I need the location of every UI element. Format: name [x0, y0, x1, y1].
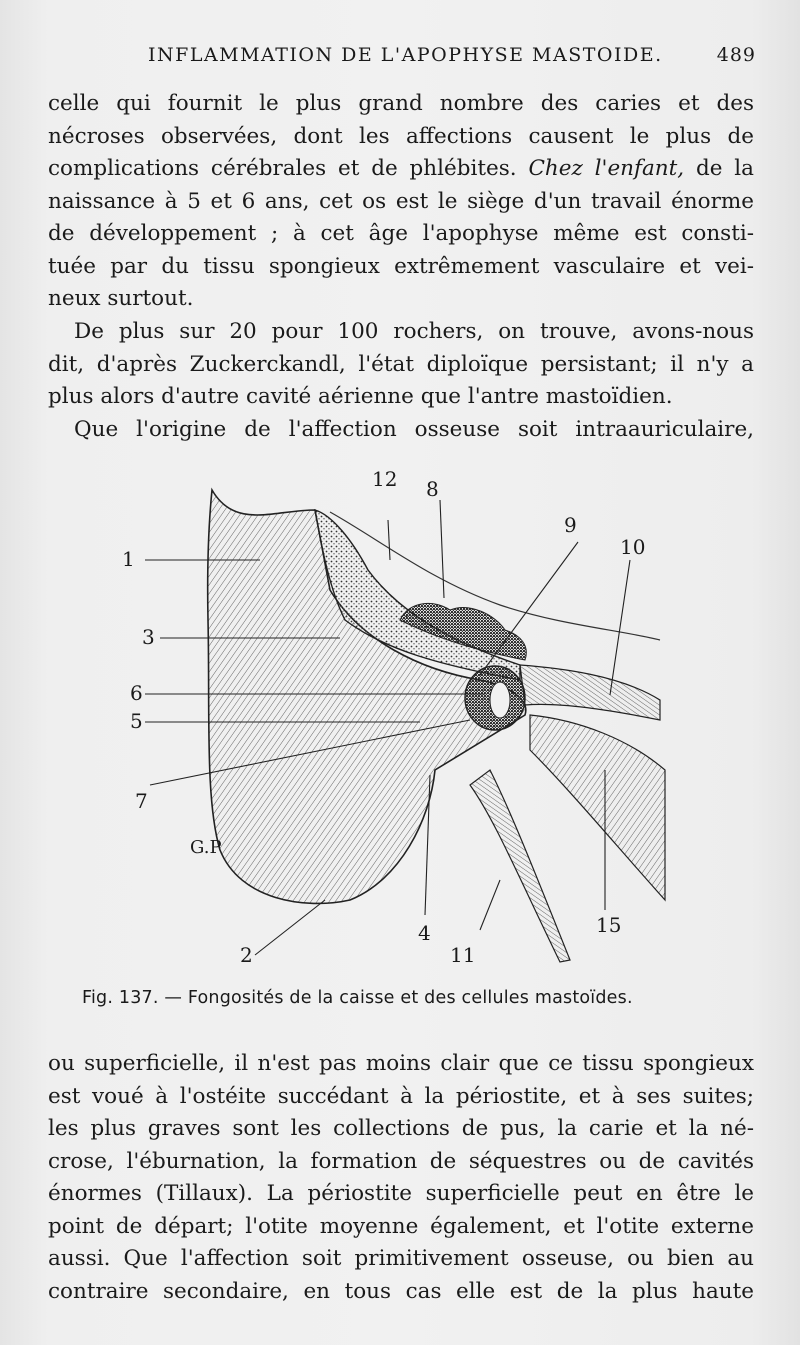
label-8: 8 [426, 477, 439, 501]
text-line: ou superficielle, il n'est pas moins clair que ce tissu spongieux [48, 1051, 754, 1076]
ossicles [490, 682, 510, 718]
text-line: de développement ; à cet âge l'apophyse même est consti- [48, 221, 754, 246]
text-line: les plus graves sont les collections de pus, la carie et la né- [48, 1116, 754, 1141]
label-15: 15 [596, 913, 622, 937]
text-line: neux surtout. [48, 286, 194, 311]
paragraph-3 [48, 1048, 754, 1308]
label-2: 2 [240, 943, 253, 967]
text-line: celle qui fournit le plus grand nombre des caries et des [48, 91, 754, 116]
label-9: 9 [564, 513, 577, 537]
artist-signature: G.P [190, 837, 222, 858]
text-segment: de la [684, 156, 754, 181]
text-segment: complications cérébrales et de phlébites. [48, 156, 517, 181]
header-title: INFLAMMATION DE L'APOPHYSE MASTOIDE. [148, 44, 663, 66]
paragraph-2 [48, 316, 754, 446]
text-line: plus alors d'autre cavité aérienne que l'antre mastoïdien. [48, 384, 673, 409]
anatomical-figure [100, 470, 700, 980]
text-line: contraire secondaire, en tous cas elle est de la plus haute [48, 1278, 754, 1304]
text-line: naissance à 5 et 6 ans, cet os est le siège d'un travail énorme [48, 188, 754, 214]
label-4: 4 [418, 921, 431, 945]
text-line: Que l'origine de l'affection osseuse soit intraauriculaire, [74, 416, 754, 442]
label-11: 11 [450, 943, 476, 967]
text-line: De plus sur 20 pour 100 rochers, on trouve, avons-nous [74, 319, 754, 344]
italic-phrase: Chez l'enfant, [528, 156, 685, 181]
text-line: est voué à l'ostéite succédant à la périostite, et à ses suites; [48, 1083, 754, 1109]
label-3: 3 [142, 625, 155, 649]
label-6: 6 [130, 681, 143, 705]
mastoid-illustration [100, 470, 700, 980]
label-7: 7 [135, 789, 148, 813]
text-line: crose, l'éburnation, la formation de séquestres ou de cavités [48, 1148, 754, 1174]
auditory-canal [520, 665, 660, 720]
label-1: 1 [122, 547, 135, 571]
text-line-with-italic [48, 153, 754, 186]
text-line: point de départ; l'otite moyenne également, et l'otite externe [48, 1213, 754, 1239]
text-line: aussi. Que l'affection soit primitivement osseuse, ou bien au [48, 1246, 754, 1271]
label-5: 5 [130, 709, 143, 733]
page-number: 489 [716, 44, 756, 66]
deep-tissues [530, 715, 665, 900]
styloid-process [470, 770, 570, 962]
text-line: tuée par du tissu spongieux extrêmement vasculaire et vei- [48, 253, 754, 279]
text-line: dit, d'après Zuckerckandl, l'état diploïque persistant; il n'y a [48, 351, 754, 377]
paragraph-1 [48, 88, 754, 316]
label-12: 12 [372, 470, 398, 491]
text-line: énormes (Tillaux). La périostite superficielle peut en être le [48, 1181, 754, 1206]
figure-caption: Fig. 137. — Fongosités de la caisse et des cellules mastoïdes. [82, 988, 633, 1008]
text-line: nécroses observées, dont les affections causent le plus de [48, 123, 754, 149]
label-10: 10 [620, 535, 646, 559]
